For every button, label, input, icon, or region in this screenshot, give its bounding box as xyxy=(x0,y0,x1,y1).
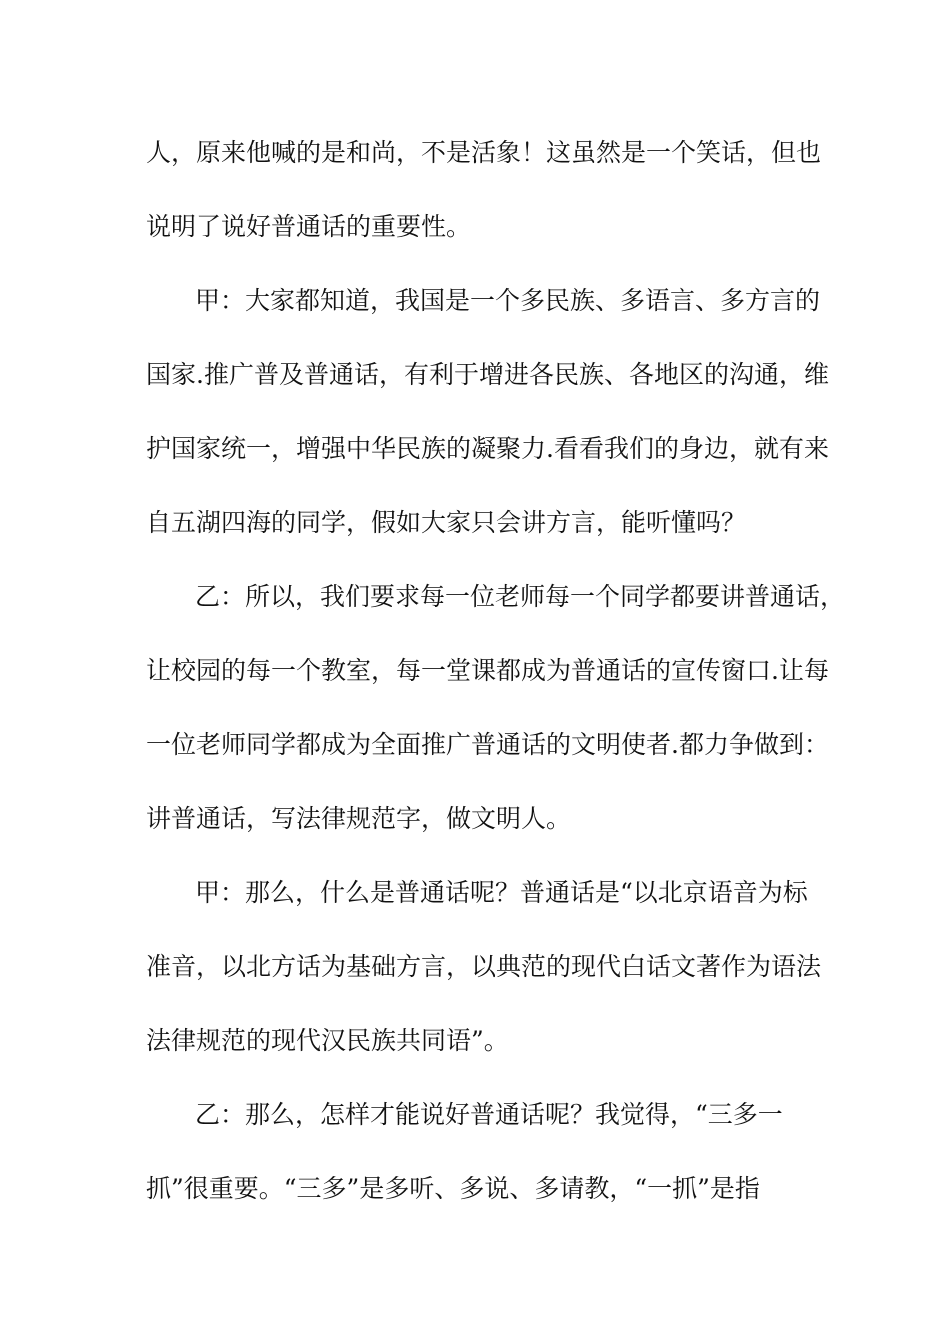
text-line: 准音，以北方话为基础方言，以典范的现代白话文著作为语法 xyxy=(146,952,822,981)
text-line: 法律规范的现代汉民族共同语”。 xyxy=(146,1026,509,1055)
text-line: 说明了说好普通话的重要性。 xyxy=(146,212,472,241)
paragraph-start-line: 乙：那么，怎样才能说好普通话呢？我觉得，“三多一 xyxy=(195,1100,783,1129)
paragraph-start-line: 甲：大家都知道，我国是一个多民族、多语言、多方言的 xyxy=(195,286,821,315)
text-line: 抓”很重要。“三多”是多听、多说、多请教，“一抓”是指 xyxy=(146,1174,760,1203)
text-line: 自五湖四海的同学，假如大家只会讲方言，能听懂吗？ xyxy=(146,508,747,537)
text-line: 讲普通话，写法律规范字，做文明人。 xyxy=(146,804,572,833)
text-line: 国家.推广普及普通话，有利于增进各民族、各地区的沟通，维 xyxy=(146,360,829,389)
text-line: 一位老师同学都成为全面推广普通话的文明使者.都力争做到： xyxy=(146,730,829,759)
text-line: 护国家统一，增强中华民族的凝聚力.看看我们的身边，就有来 xyxy=(146,434,829,463)
paragraph-start-line: 乙：所以，我们要求每一位老师每一个同学都要讲普通话， xyxy=(195,582,846,611)
text-line: 让校园的每一个教室，每一堂课都成为普通话的宣传窗口.让每 xyxy=(146,656,829,685)
paragraph-start-line: 甲：那么，什么是普通话呢？普通话是“以北京语音为标 xyxy=(195,878,808,907)
text-line: 人，原来他喊的是和尚，不是活象！这虽然是一个笑话，但也 xyxy=(146,138,822,167)
